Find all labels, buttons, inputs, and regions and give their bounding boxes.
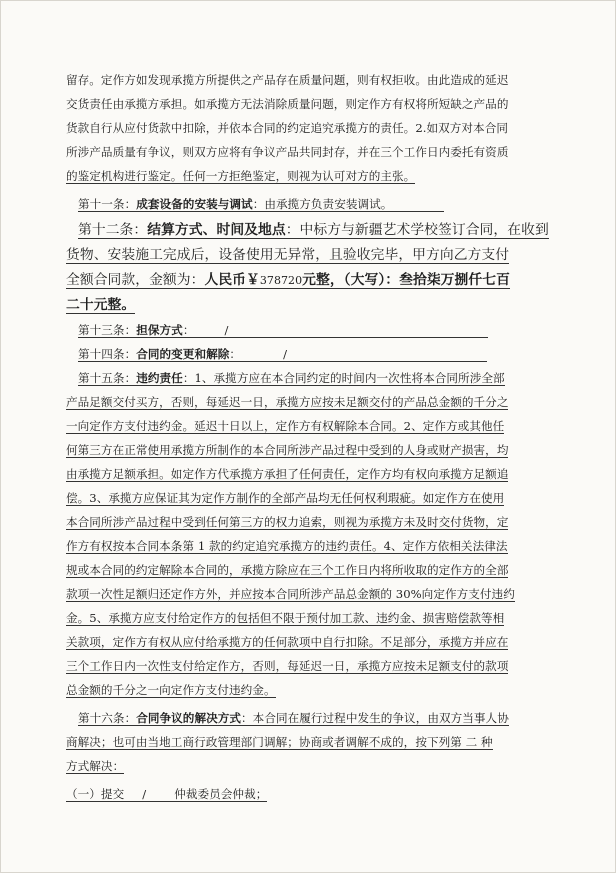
text-line (66, 654, 540, 678)
article-body: ：1、承揽方应在本合同约定的时间内一次性将本合同所涉全部 (182, 371, 505, 385)
text-line (66, 534, 540, 558)
article-number: 第十四条： (78, 347, 137, 361)
text-segment: 何第三方在正常使用承揽方所制作的本合同所涉产品过程中受到的人身或财产损害，均 (66, 443, 509, 457)
text-line (66, 462, 540, 486)
article-body: 商解决；也可由当地工商行政管理部门调解；协商或者调解不成的，按下列第 (66, 735, 462, 749)
amount-words-end: 二十元整。 (66, 297, 136, 313)
article-16-heading (78, 711, 509, 726)
blank-value: / (283, 347, 288, 361)
text-line (66, 164, 540, 188)
text-line (66, 68, 540, 92)
option-prefix: （一）提交 (66, 787, 125, 801)
amount-intro: 全额合同款，金额为： (66, 272, 205, 288)
choice-suffix: 种 (481, 735, 493, 749)
article-body: 货物、安装施工完成后，设备使用无异常，且验收完毕，甲方向乙方支付 (66, 247, 510, 263)
text-line (66, 390, 540, 414)
blank-value: / (142, 787, 147, 801)
article-title: 合同的变更和解除 (136, 347, 230, 361)
article-11 (66, 192, 540, 216)
text-line (66, 678, 540, 702)
text-segment: 的鉴定机构进行鉴定。任何一方拒绝鉴定，则视为认可对方的主张。 (66, 169, 416, 183)
text-line (66, 486, 540, 510)
article-number: 第十三条： (78, 323, 137, 337)
article-title: 担保方式 (136, 323, 183, 337)
text-segment: 关款项，定作方有权从应付给承揽方的任何款项中自行扣除。不足部分，承揽方并应在 (66, 635, 509, 649)
option-suffix: 仲裁委员会仲裁； (174, 787, 268, 801)
text-line (66, 558, 540, 582)
text-line (66, 510, 540, 534)
amount-value: 378720 (259, 274, 303, 287)
article-16-line-3 (66, 754, 540, 778)
text-line (66, 438, 540, 462)
text-segment: 金。5、承揽方应支付给定作方的包括但不限于预付加工款、违约金、损害赔偿款等相 (66, 611, 505, 625)
text-segment: 由承揽方足额承担。如定作方代承揽方承担了任何责任，定作方均有权向承揽方足额追 (66, 467, 509, 481)
text-segment: 款项一次性足额归还定作方外，并应按本合同所涉产品总金额的 30%向定作方支付违约 (66, 587, 515, 601)
article-12-heading (78, 222, 549, 239)
text-line (66, 92, 540, 116)
article-number: 第十六条： (78, 711, 137, 725)
text-line (66, 606, 540, 630)
article-title: 违约责任 (136, 371, 183, 385)
amount-suffix: 元整，（大写）： (302, 272, 400, 288)
amount-label: 人民币￥ (204, 272, 260, 288)
article-body: ：本合同在履行过程中发生的争议，由双方当事人协 (241, 711, 509, 725)
article-16-body (66, 735, 493, 750)
text-segment: 产品足额交付买方，否则，每延迟一日，承揽方应按未足额交付的产品总金额的千分之 (66, 395, 509, 409)
article-11-heading (78, 197, 444, 212)
text-segment: 规或本合同的约定解除本合同的，承揽方除应在三个工作日内将所收取的定作方的全部 (66, 563, 509, 577)
text-segment: 三个工作日内一次性支付给定作方，否则，每延迟一日，承揽方应按未足额支付的款项 (66, 659, 509, 673)
text-segment: 总金额的千分之一向定作方支付违约金。 (66, 683, 276, 697)
article-12-line-2 (66, 243, 540, 268)
text-segment: 所涉产品质量有争议，则双方应将有争议产品共同封存，并在三个工作日内委托有资质 (66, 145, 509, 159)
option-1-body (66, 787, 267, 802)
article-16-line-1 (66, 706, 540, 730)
text-line (66, 116, 540, 140)
article-colon: ： (182, 323, 195, 337)
article-colon: ： (229, 347, 242, 361)
article-12-line-1 (66, 218, 549, 243)
article-14-heading (78, 347, 487, 362)
text-line (66, 630, 540, 654)
article-12-line-3 (66, 268, 540, 293)
amount-words: 叁拾柒万捌仟七百 (399, 272, 510, 288)
article-number: 第十二条： (78, 222, 148, 238)
text-line (66, 140, 540, 164)
text-segment: 偿。3、承揽方应保证其为定作方制作的全部产品均无任何权利瑕疵。如定作方在使用 (66, 491, 505, 505)
text-segment: 作方有权按本合同本条第 1 款的约定追究承揽方的违约责任。4、定作方依相关法律法 (66, 539, 508, 553)
article-title: 结算方式、时间及地点 (147, 222, 286, 238)
blank-value: / (224, 323, 229, 337)
article-14 (66, 342, 540, 366)
article-12-line-4 (66, 293, 540, 318)
amount-line (66, 272, 510, 289)
dispute-choice: 二 (465, 735, 478, 749)
article-title: 成套设备的安装与调试 (136, 197, 253, 211)
article-number: 第十五条： (78, 371, 137, 385)
text-line (66, 582, 540, 606)
article-16-line-2 (66, 730, 540, 754)
article-body: ：由承揽方负责安装调试。 (252, 197, 393, 211)
text-segment: 交货责任由承揽方承担。如承揽方无法消除质量问题，则定作方有权将所短缺之产品的 (66, 97, 509, 111)
text-segment: 一向定作方支付违约金。延迟十日以上，定作方有权解除本合同。2、定作方或其他任 (66, 419, 505, 433)
article-13-heading (78, 323, 488, 338)
text-line (66, 414, 540, 438)
article-title: 合同争议的解决方式 (136, 711, 242, 725)
text-segment: 本合同所涉产品过程中受到任何第三方的权力追索，则视为承揽方未及时交付货物，定 (66, 515, 509, 529)
article-13 (66, 318, 540, 342)
option-1 (66, 782, 540, 806)
article-body: ：中标方与新疆艺术学校签订合同，在收到 (285, 222, 549, 238)
article-body: 方式解决： (66, 759, 125, 773)
text-segment: 货款自行从应付货款中扣除，并依本合同的约定追究承揽方的责任。2.如双方对本合同 (66, 121, 508, 135)
article-15-heading (78, 371, 505, 386)
article-number: 第十一条： (78, 197, 137, 211)
text-segment: 留存。定作方如发现承揽方所提供之产品存在质量问题，则有权拒收。由此造成的延迟 (66, 73, 509, 87)
article-15-line-1 (66, 366, 540, 390)
contract-text (66, 68, 549, 806)
